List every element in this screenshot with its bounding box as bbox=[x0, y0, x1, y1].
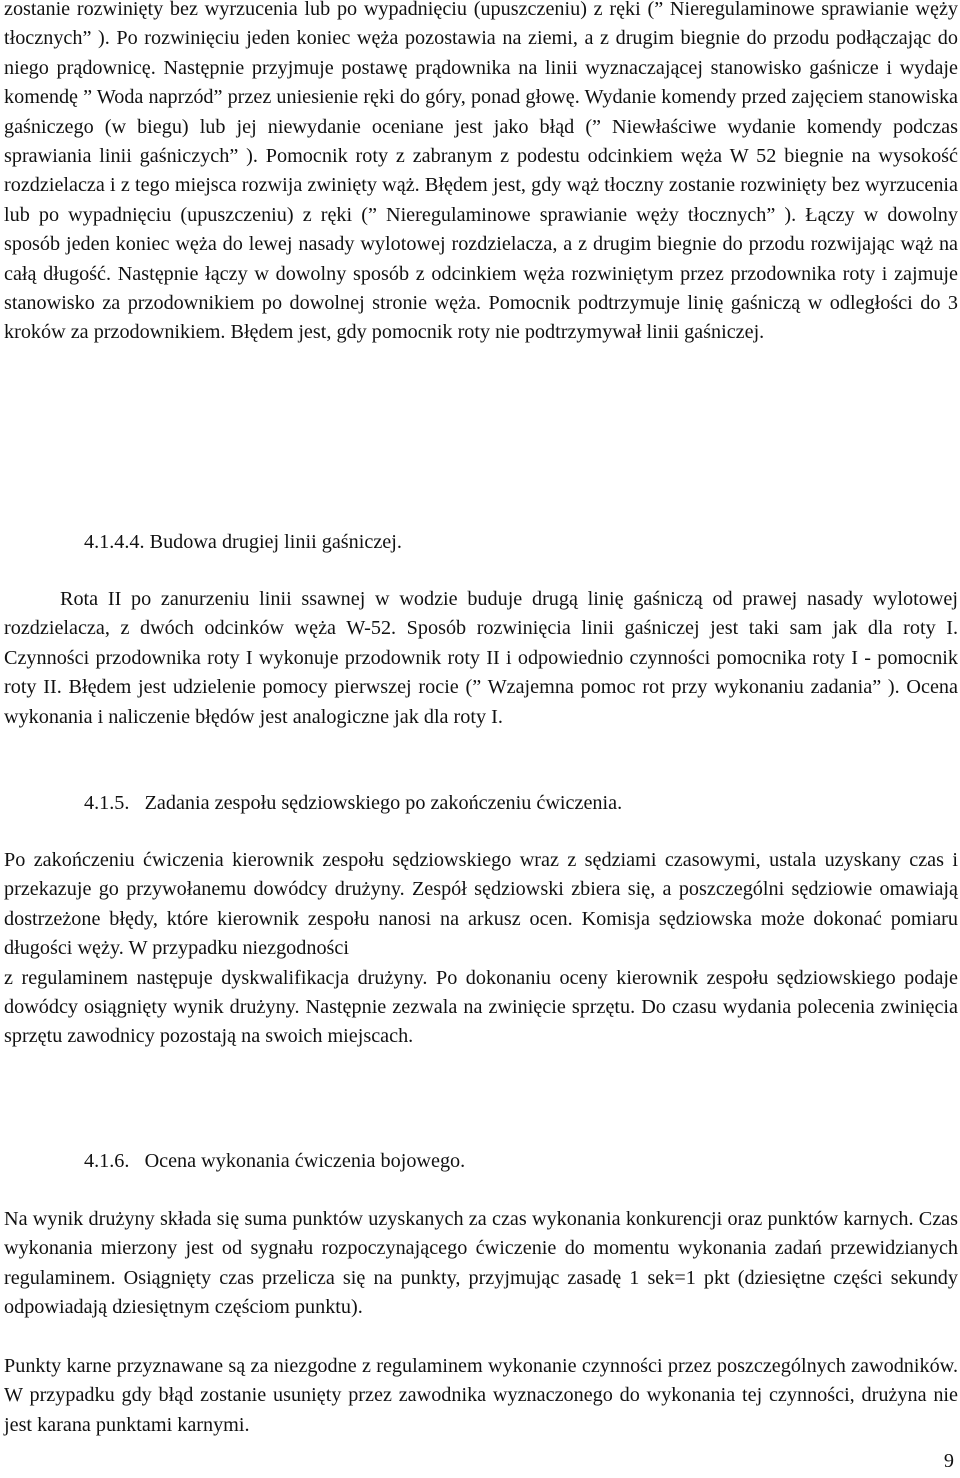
section-heading-evaluation: 4.1.6. Ocena wykonania ćwiczenia bojowego. bbox=[84, 1150, 466, 1172]
section-heading-judges-tasks: 4.1.5. Zadania zespołu sędziowskiego po zakończeniu ćwiczenia. bbox=[84, 792, 623, 814]
paragraph-penalty-points: Punkty karne przyznawane są za niezgodne z regulaminem wykonanie czynności przez poszczególnych zawodników. W przypadku gdy błąd zostanie usunięty przez zawodnika wyznaczonego do wykonania tej czynności, drużyna nie jest karana punktami karnymi. bbox=[4, 1355, 958, 1436]
section-heading-second-line: 4.1.4.4. Budowa drugiej linii gaśniczej. bbox=[84, 531, 402, 553]
paragraph-evaluation-scoring: Na wynik drużyny składa się suma punktów uzyskanych za czas wykonania konkurencji oraz punktów karnych. Czas wykonania mierzony jest od sygnału rozpoczynającego ćwiczenie do momentu wykonania zadań przewidzianych regulaminem. Osiągnięty czas przelicza się na punkty, przyjmując zasadę 1 sek=1 pkt (dziesiętne części sekundy odpowiadają dziesiętnym częściom punktu). bbox=[4, 1208, 958, 1319]
paragraph-second-line: Rota II po zanurzeniu linii ssawnej w wodzie buduje drugą linię gaśniczą od prawej nasady wylotowej rozdzielacza, z dwóch odcinków węża W-52. Sposób rozwinięcia linii gaśniczej jest taki sam jak dla roty I. Czynności przodownika roty I wykonuje przodownik roty II i odpowiednio czynności pomocnika roty I - pomocnik roty II. Błędem jest udzielenie pomocy pierwszej rocie (” Wzajemna pomoc rot przy wykonaniu zadania” ). Ocena wykonania i naliczenie błędów jest analogiczne jak dla roty I. bbox=[4, 588, 958, 728]
paragraph-hose-deployment: zostanie rozwinięty bez wyrzucenia lub po wypadnięciu (upuszczeniu) z ręki (” Nieregulaminowe sprawianie węży tłocznych” ). Po rozwinięciu jeden koniec węża pozostawia na ziemi, a z drugim biegnie do przodu podłączając do niego prądownicę. Następnie przyjmuje postawę prądownika na linii wyznaczającej stanowisko gaśnicze i wydaje komendę ” Woda naprzód” przez uniesienie ręki do góry, ponad głowę. Wydanie komendy przed zajęciem stanowiska gaśniczego (w biegu) lub jej niewydanie oceniane jest jako błąd (” Niewłaściwe wydanie komendy podczas sprawiania linii gaśniczych” ). Pomocnik roty z zabranym z podestu odcinkiem węża W 52 biegnie na wysokość rozdzielacza i z tego miejsca rozwija zwinięty wąż. Błędem jest, gdy wąż tłoczny zostanie rozwinięty bez wyrzucenia lub po wypadnięciu (upuszczeniu) z ręki (” Nieregulaminowe sprawianie węży tłocznych” ). Łączy w dowolny sposób jeden koniec węża do lewej nasady wylotowej rozdzielacza, a z drugim biegnie do przodu rozwijając wąż na całą długość. Następnie łączy w dowolny sposób z odcinkiem węża rozwiniętym przez przodownika roty i zajmuje stanowisko za przodownikiem po dowolnej stronie węża. Pomocnik podtrzymuje linię gaśniczą w odległości do 3 kroków za przodownikiem. Błędem jest, gdy pomocnik roty nie podtrzymywał linii gaśniczej. bbox=[4, 0, 958, 344]
paragraph-judges-tasks: Po zakończeniu ćwiczenia kierownik zespołu sędziowskiego wraz z sędziami czasowymi, ustala uzyskany czas i przekazuje go przywołanemu dowódcy drużyny. Zespół sędziowski zbiera się, a poszczególni sędziowie omawiają dostrzeżone błędy, które kierownik zespołu nanosi na arkusz ocen. Komisja sędziowska może dokonać pomiaru długości węży. W przypadku niezgodności z regulaminem następuje dyskwalifikacja drużyny. Po dokonaniu oceny kierownik zespołu sędziowskiego podaje dowódcy osiągnięty wynik drużyny. Następnie zezwala na zwinięcie sprzętu. Do czasu wydania polecenia zwinięcia sprzętu zawodnicy pozostają na swoich miejscach. bbox=[4, 849, 958, 1048]
page-number: 9 bbox=[943, 1450, 954, 1472]
